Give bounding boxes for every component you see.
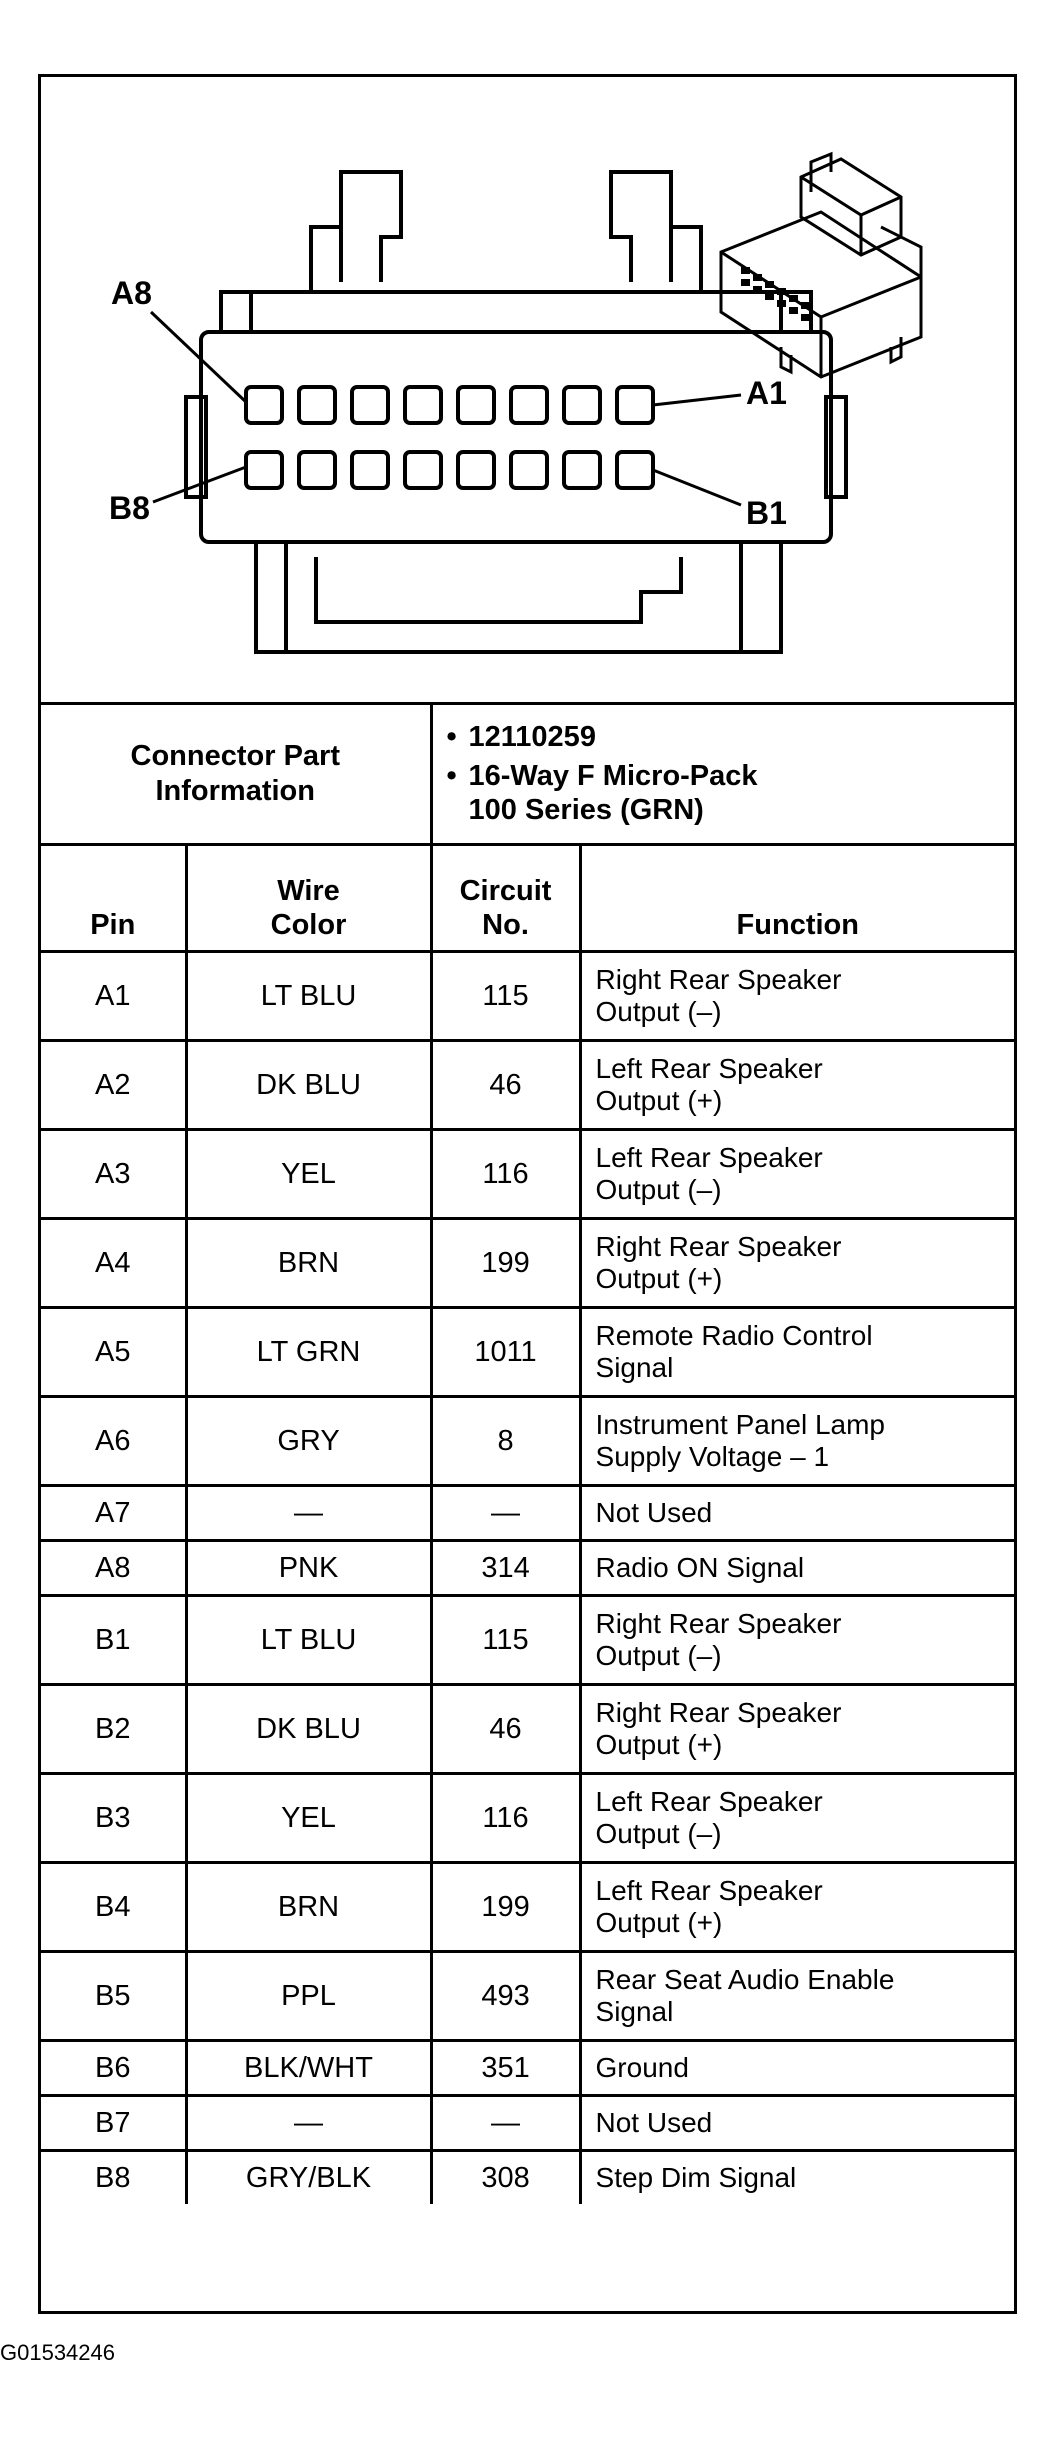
function-line1: Left Rear Speaker bbox=[595, 1874, 823, 1906]
function-line1: Right Rear Speaker bbox=[595, 1696, 842, 1728]
header-function: Function bbox=[580, 845, 1014, 952]
table-row bbox=[41, 2151, 1014, 2205]
function-line1: Step Dim Signal bbox=[595, 2161, 797, 2193]
table-row bbox=[41, 1685, 1014, 1774]
pin-cell: A1 bbox=[41, 952, 186, 1041]
pin-cell: B5 bbox=[41, 1952, 186, 2041]
function-cell bbox=[580, 1041, 1014, 1130]
wire-color-cell: YEL bbox=[186, 1130, 431, 1219]
table-row bbox=[41, 952, 1014, 1041]
circuit-cell: — bbox=[431, 2096, 580, 2151]
table-row bbox=[41, 1774, 1014, 1863]
pin-cell: A2 bbox=[41, 1041, 186, 1130]
wire-color-cell: LT BLU bbox=[186, 952, 431, 1041]
pin-cell: B6 bbox=[41, 2041, 186, 2096]
pin-cell: B3 bbox=[41, 1774, 186, 1863]
table-row bbox=[41, 1863, 1014, 1952]
pin-cell: B4 bbox=[41, 1863, 186, 1952]
circuit-cell: 116 bbox=[431, 1774, 580, 1863]
bullet-icon: • bbox=[446, 720, 457, 753]
table-row bbox=[41, 1308, 1014, 1397]
function-cell bbox=[580, 2041, 1014, 2096]
circuit-cell: 115 bbox=[431, 1596, 580, 1685]
function-line2: Supply Voltage – 1 bbox=[595, 1441, 830, 1472]
table-row bbox=[41, 2096, 1014, 2151]
wire-color-cell: DK BLU bbox=[186, 1041, 431, 1130]
function-cell bbox=[580, 2151, 1014, 2205]
circuit-cell: 351 bbox=[431, 2041, 580, 2096]
function-line2: Output (+) bbox=[595, 1263, 723, 1294]
connector-info-values bbox=[431, 705, 1014, 845]
function-cell bbox=[580, 1397, 1014, 1486]
function-cell bbox=[580, 1952, 1014, 2041]
wire-color-cell: BLK/WHT bbox=[186, 2041, 431, 2096]
table-row bbox=[41, 1486, 1014, 1541]
wire-color-cell: GRY/BLK bbox=[186, 2151, 431, 2205]
connector-info-label bbox=[41, 705, 431, 845]
connector-sheet bbox=[38, 74, 1017, 2314]
header-wire-color: Wire Color bbox=[186, 845, 431, 952]
circuit-cell: 46 bbox=[431, 1685, 580, 1774]
wire-color-cell: GRY bbox=[186, 1397, 431, 1486]
function-cell bbox=[580, 1863, 1014, 1952]
table-row bbox=[41, 1952, 1014, 2041]
function-line1: Radio ON Signal bbox=[595, 1551, 805, 1583]
table-row bbox=[41, 1130, 1014, 1219]
connector-info-row bbox=[41, 705, 1014, 845]
bullet-icon: • bbox=[446, 759, 457, 792]
wire-color-cell: BRN bbox=[186, 1863, 431, 1952]
pin-cell: A3 bbox=[41, 1130, 186, 1219]
table-row bbox=[41, 1041, 1014, 1130]
connector-info-label-line1: Connector Part bbox=[130, 740, 340, 773]
function-cell bbox=[580, 1596, 1014, 1685]
pin-cell: A5 bbox=[41, 1308, 186, 1397]
function-line2: Output (–) bbox=[595, 996, 722, 1027]
wire-color-cell: BRN bbox=[186, 1219, 431, 1308]
pin-cell: B7 bbox=[41, 2096, 186, 2151]
table-row bbox=[41, 1596, 1014, 1685]
function-line2: Output (–) bbox=[595, 1818, 722, 1849]
function-line2: Output (+) bbox=[595, 1729, 723, 1760]
part-number: 12110259 bbox=[468, 720, 596, 753]
circuit-cell: 116 bbox=[431, 1130, 580, 1219]
function-cell bbox=[580, 1219, 1014, 1308]
table-row bbox=[41, 1397, 1014, 1486]
function-line1: Right Rear Speaker bbox=[595, 963, 842, 995]
pin-label-a1: A1 bbox=[746, 375, 787, 411]
function-line1: Rear Seat Audio Enable bbox=[595, 1963, 895, 1995]
function-line1: Left Rear Speaker bbox=[595, 1052, 823, 1084]
table-row bbox=[41, 1541, 1014, 1596]
pin-cell: A6 bbox=[41, 1397, 186, 1486]
function-line1: Left Rear Speaker bbox=[595, 1141, 823, 1173]
function-line1: Instrument Panel Lamp bbox=[595, 1408, 886, 1440]
pin-cell: A7 bbox=[41, 1486, 186, 1541]
function-line2: Output (–) bbox=[595, 1640, 722, 1671]
pin-cell: A8 bbox=[41, 1541, 186, 1596]
connector-description-line2: 100 Series (GRN) bbox=[468, 794, 704, 827]
circuit-cell: 8 bbox=[431, 1397, 580, 1486]
header-circuit-no: Circuit No. bbox=[431, 845, 580, 952]
function-cell bbox=[580, 1774, 1014, 1863]
pin-cell: A4 bbox=[41, 1219, 186, 1308]
circuit-cell: — bbox=[431, 1486, 580, 1541]
function-line1: Remote Radio Control bbox=[595, 1319, 873, 1351]
table-header-row bbox=[41, 845, 1014, 952]
function-cell bbox=[580, 1541, 1014, 1596]
circuit-cell: 199 bbox=[431, 1863, 580, 1952]
function-cell bbox=[580, 1685, 1014, 1774]
function-cell bbox=[580, 1486, 1014, 1541]
function-line1: Not Used bbox=[595, 1496, 713, 1528]
wire-color-cell: DK BLU bbox=[186, 1685, 431, 1774]
function-cell bbox=[580, 1130, 1014, 1219]
function-line2: Output (–) bbox=[595, 1174, 722, 1205]
pin-cell: B8 bbox=[41, 2151, 186, 2205]
wire-color-cell: PNK bbox=[186, 1541, 431, 1596]
pin-cell: B2 bbox=[41, 1685, 186, 1774]
wire-color-cell: — bbox=[186, 2096, 431, 2151]
wire-color-cell: — bbox=[186, 1486, 431, 1541]
wire-color-cell: LT GRN bbox=[186, 1308, 431, 1397]
function-line1: Not Used bbox=[595, 2106, 713, 2138]
function-line2: Signal bbox=[595, 1352, 674, 1383]
circuit-cell: 115 bbox=[431, 952, 580, 1041]
connector-description-line1: 16-Way F Micro-Pack bbox=[468, 759, 758, 792]
function-line1: Right Rear Speaker bbox=[595, 1230, 842, 1262]
circuit-cell: 1011 bbox=[431, 1308, 580, 1397]
connector-diagram bbox=[41, 77, 1014, 705]
connector-face-drawing bbox=[41, 77, 1014, 702]
circuit-cell: 199 bbox=[431, 1219, 580, 1308]
function-line1: Left Rear Speaker bbox=[595, 1785, 823, 1817]
pin-cell: B1 bbox=[41, 1596, 186, 1685]
function-cell bbox=[580, 2096, 1014, 2151]
circuit-cell: 493 bbox=[431, 1952, 580, 2041]
pinout-table bbox=[41, 705, 1014, 2204]
function-cell bbox=[580, 1308, 1014, 1397]
wire-color-cell: LT BLU bbox=[186, 1596, 431, 1685]
pinout-rows bbox=[41, 952, 1014, 2205]
header-pin: Pin bbox=[41, 845, 186, 952]
pin-label-b8: B8 bbox=[109, 490, 150, 526]
function-cell bbox=[580, 952, 1014, 1041]
pin-label-b1: B1 bbox=[746, 495, 787, 531]
connector-info-label-line2: Information bbox=[155, 775, 315, 807]
circuit-cell: 46 bbox=[431, 1041, 580, 1130]
function-line2: Output (+) bbox=[595, 1907, 723, 1938]
figure-id: G01534246 bbox=[0, 2340, 115, 2365]
circuit-cell: 314 bbox=[431, 1541, 580, 1596]
wire-color-cell: PPL bbox=[186, 1952, 431, 2041]
circuit-cell: 308 bbox=[431, 2151, 580, 2205]
function-line2: Signal bbox=[595, 1996, 674, 2027]
function-line2: Output (+) bbox=[595, 1085, 723, 1116]
function-line1: Ground bbox=[595, 2051, 689, 2083]
table-row bbox=[41, 2041, 1014, 2096]
function-line1: Right Rear Speaker bbox=[595, 1607, 842, 1639]
wire-color-cell: YEL bbox=[186, 1774, 431, 1863]
pin-label-a8: A8 bbox=[111, 275, 152, 311]
table-row bbox=[41, 1219, 1014, 1308]
